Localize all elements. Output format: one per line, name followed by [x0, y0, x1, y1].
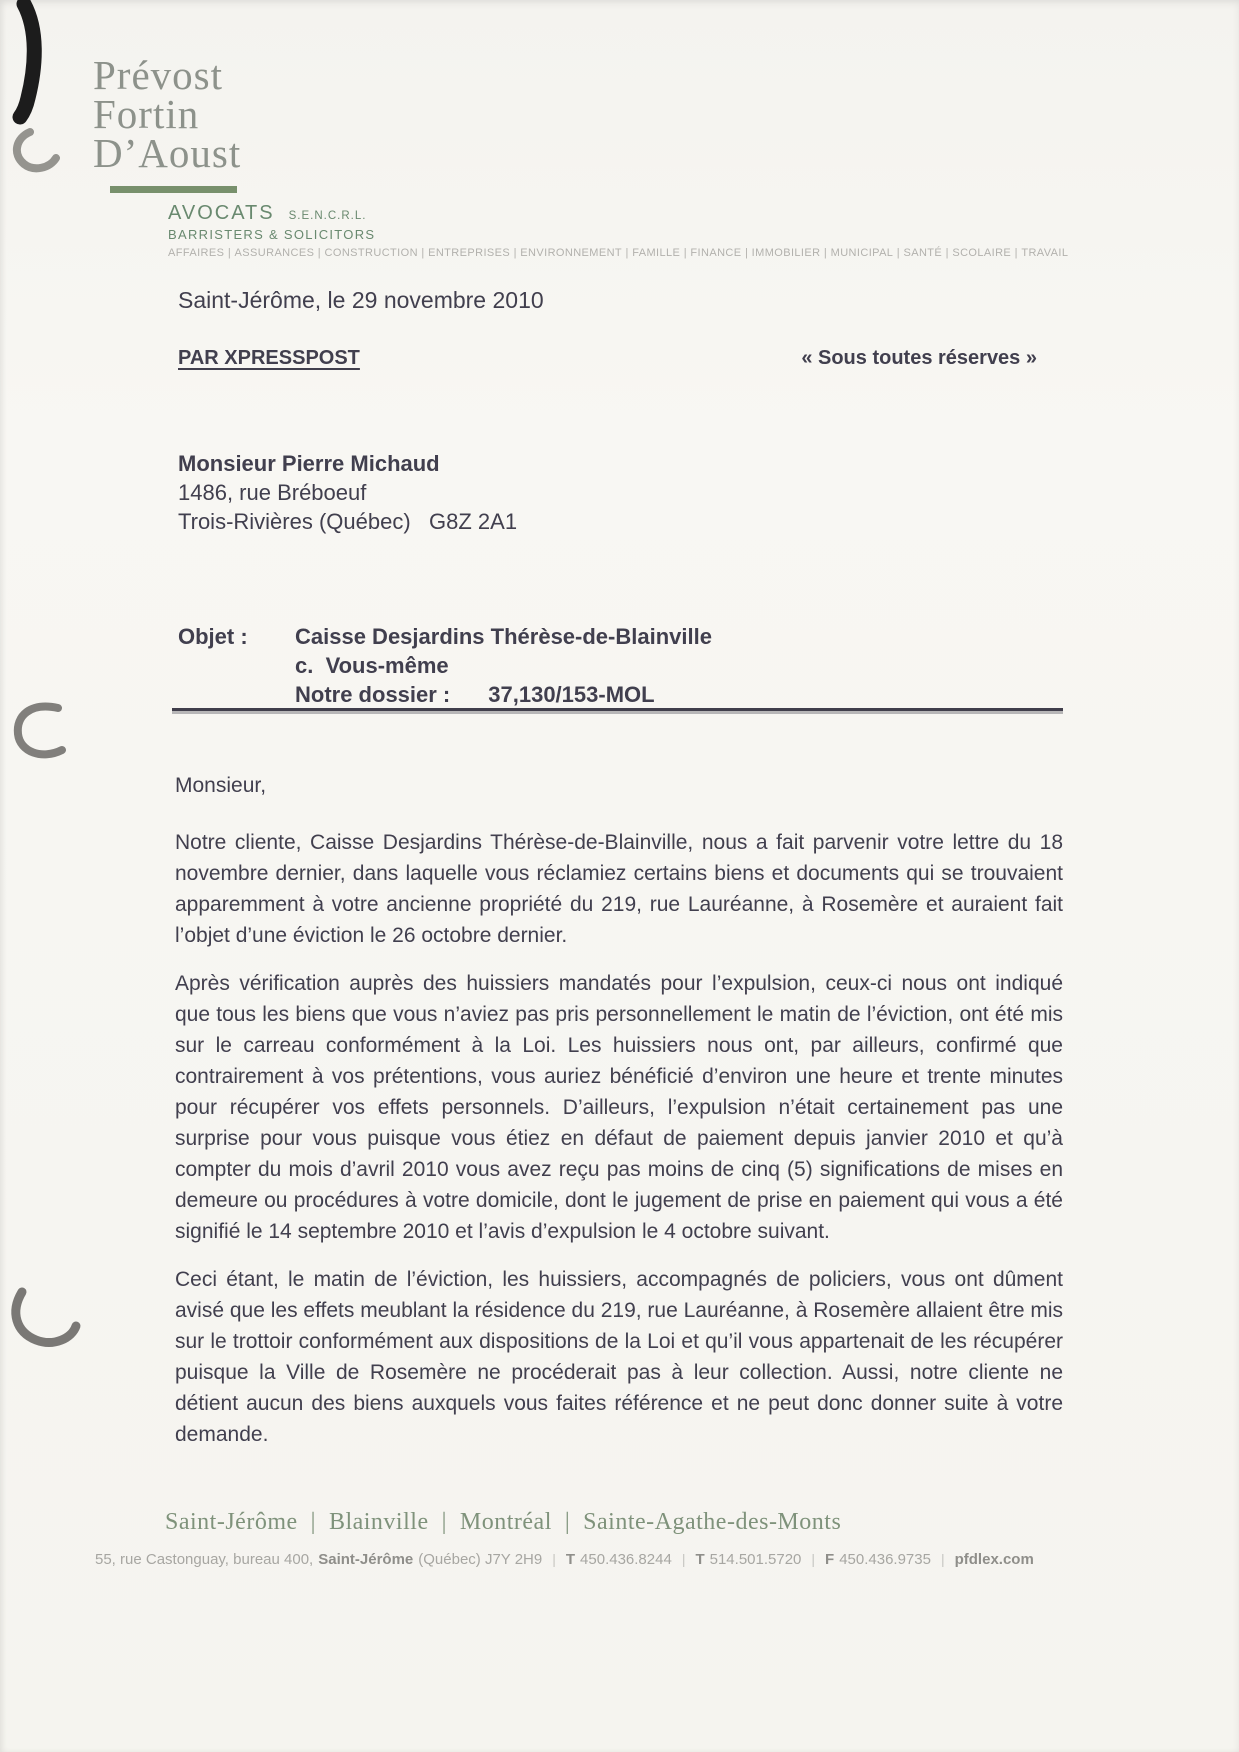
- recipient-address-line1: 1486, rue Bréboeuf: [178, 480, 367, 505]
- hole-punch-middle-icon: [18, 707, 62, 755]
- logo-line-1: Prévost: [93, 52, 223, 98]
- dossier-number: 37,130/153-MOL: [488, 682, 655, 707]
- firm-logo: [93, 52, 242, 176]
- firm-type: AVOCATS: [168, 202, 275, 224]
- recipient-address-line2: Trois-Rivières (Québec) G8Z 2A1: [178, 509, 518, 534]
- reserves-notice: « Sous toutes réserves »: [801, 347, 1037, 369]
- recipient-block: [178, 449, 517, 536]
- dossier-label: Notre dossier :: [295, 682, 451, 707]
- footer-website: pfdlex.com: [954, 1551, 1034, 1568]
- hole-punch-lower-icon: [16, 1292, 76, 1342]
- footer-postal: (Québec) J7Y 2H9: [418, 1551, 543, 1568]
- letter-body: [175, 770, 1063, 1467]
- footer-cities: Saint-Jérôme | Blainville | Montréal | Sainte-Agathe-des-Monts: [165, 1509, 842, 1535]
- body-paragraph-3: Ceci étant, le matin de l’éviction, les huissiers, accompagnés de policiers, vous ont dûment avisé que les effets meublant la résidence du 219, rue Lauréanne, à Rosemère allaient être mis sur le trottoir conformément aux dispositions de la Loi et qu’il vous appartenait de les récupérer puisque la Ville de Rosemère ne procéderait pas à leur collection. Aussi, notre cliente ne détient aucun des biens auxquels vous faites référence et ne peut donc donner suite à votre demande.: [175, 1268, 1063, 1446]
- firm-suffix: S.E.N.C.R.L.: [288, 210, 367, 222]
- footer-tel1-label: T: [565, 1551, 576, 1568]
- firm-subtitle: BARRISTERS & SOLICITORS: [168, 227, 376, 242]
- body-paragraph-2: Après vérification auprès des huissiers mandatés pour l’expulsion, ceux-ci nous ont indiqué que tous les biens que vous n’aviez pas pris personnellement le matin de l’éviction, ont été mis sur le carreau conformément à la Loi. Les huissiers nous ont, par ailleurs, confirmé que contrairement à vos prétentions, vous auriez bénéficié d’environ une heure et trente minutes pour récupérer vos effets personnels. D’ailleurs, l’expulsion n’était certainement pas une surprise pour vous puisque vous étiez en défaut de paiement depuis janvier 2010 et qu’à compter du mois d’avril 2010 vous avez reçu pas moins de cinq (5) significations de mises en demeure ou procédures à votre domicile, dont le jugement de prise en paiement qui vous a été signifié le 14 septembre 2010 et l’avis d’expulsion le 4 octobre suivant.: [175, 972, 1063, 1243]
- logo-line-2: Fortin: [93, 91, 200, 137]
- recipient-name: Monsieur Pierre Michaud: [178, 451, 440, 476]
- dateline: Saint-Jérôme, le 29 novembre 2010: [178, 287, 544, 313]
- footer-divider: |: [811, 1551, 816, 1567]
- footer-tel1: 450.436.8244: [580, 1551, 672, 1568]
- footer-divider: |: [681, 1551, 686, 1567]
- firm-designation: [168, 202, 375, 242]
- body-paragraph-1: Notre cliente, Caisse Desjardins Thérèse-de-Blainville, nous a fait parvenir votre lettre du 18 novembre dernier, dans laquelle vous réclamiez certains biens et documents qui se trouvaient apparemment à votre ancienne propriété du 219, rue Lauréanne, à Rosemère et auraient fait l’objet d’une éviction le 26 octobre dernier.: [175, 831, 1063, 947]
- delivery-method: PAR XPRESSPOST: [178, 347, 360, 369]
- footer-divider: |: [552, 1551, 556, 1567]
- footer-fax: 450.436.9735: [839, 1551, 931, 1568]
- footer-address: [95, 1551, 1034, 1568]
- salutation: Monsieur,: [175, 774, 267, 797]
- footer-tel2-label: T: [695, 1551, 705, 1568]
- subject-label: Objet :: [178, 624, 248, 649]
- logo-line-3: D’Aoust: [93, 130, 242, 176]
- footer-city: Saint-Jérôme: [318, 1551, 414, 1568]
- subject-block: [178, 622, 712, 709]
- hole-punch-upper-icon: [17, 132, 56, 168]
- subject-line1: Caisse Desjardins Thérèse-de-Blainville: [295, 624, 712, 649]
- footer-street: 55, rue Castonguay, bureau 400,: [95, 1551, 314, 1568]
- footer-divider: |: [940, 1551, 945, 1567]
- practice-areas: AFFAIRES | ASSURANCES | CONSTRUCTION | ENTREPRISES | ENVIRONNEMENT | FAMILLE | FINANCE | IMMOBILIER | MUNICIPAL | SANTÉ | SCOLAIRE | TRAVAIL: [168, 247, 1069, 259]
- footer-fax-label: F: [825, 1551, 835, 1568]
- subject-line2: c. Vous-même: [295, 653, 449, 678]
- footer-tel2: 514.501.5720: [709, 1551, 802, 1568]
- subject-rule: [172, 708, 1063, 711]
- brand-bar: [110, 186, 237, 193]
- ink-stroke-icon: [20, 4, 34, 117]
